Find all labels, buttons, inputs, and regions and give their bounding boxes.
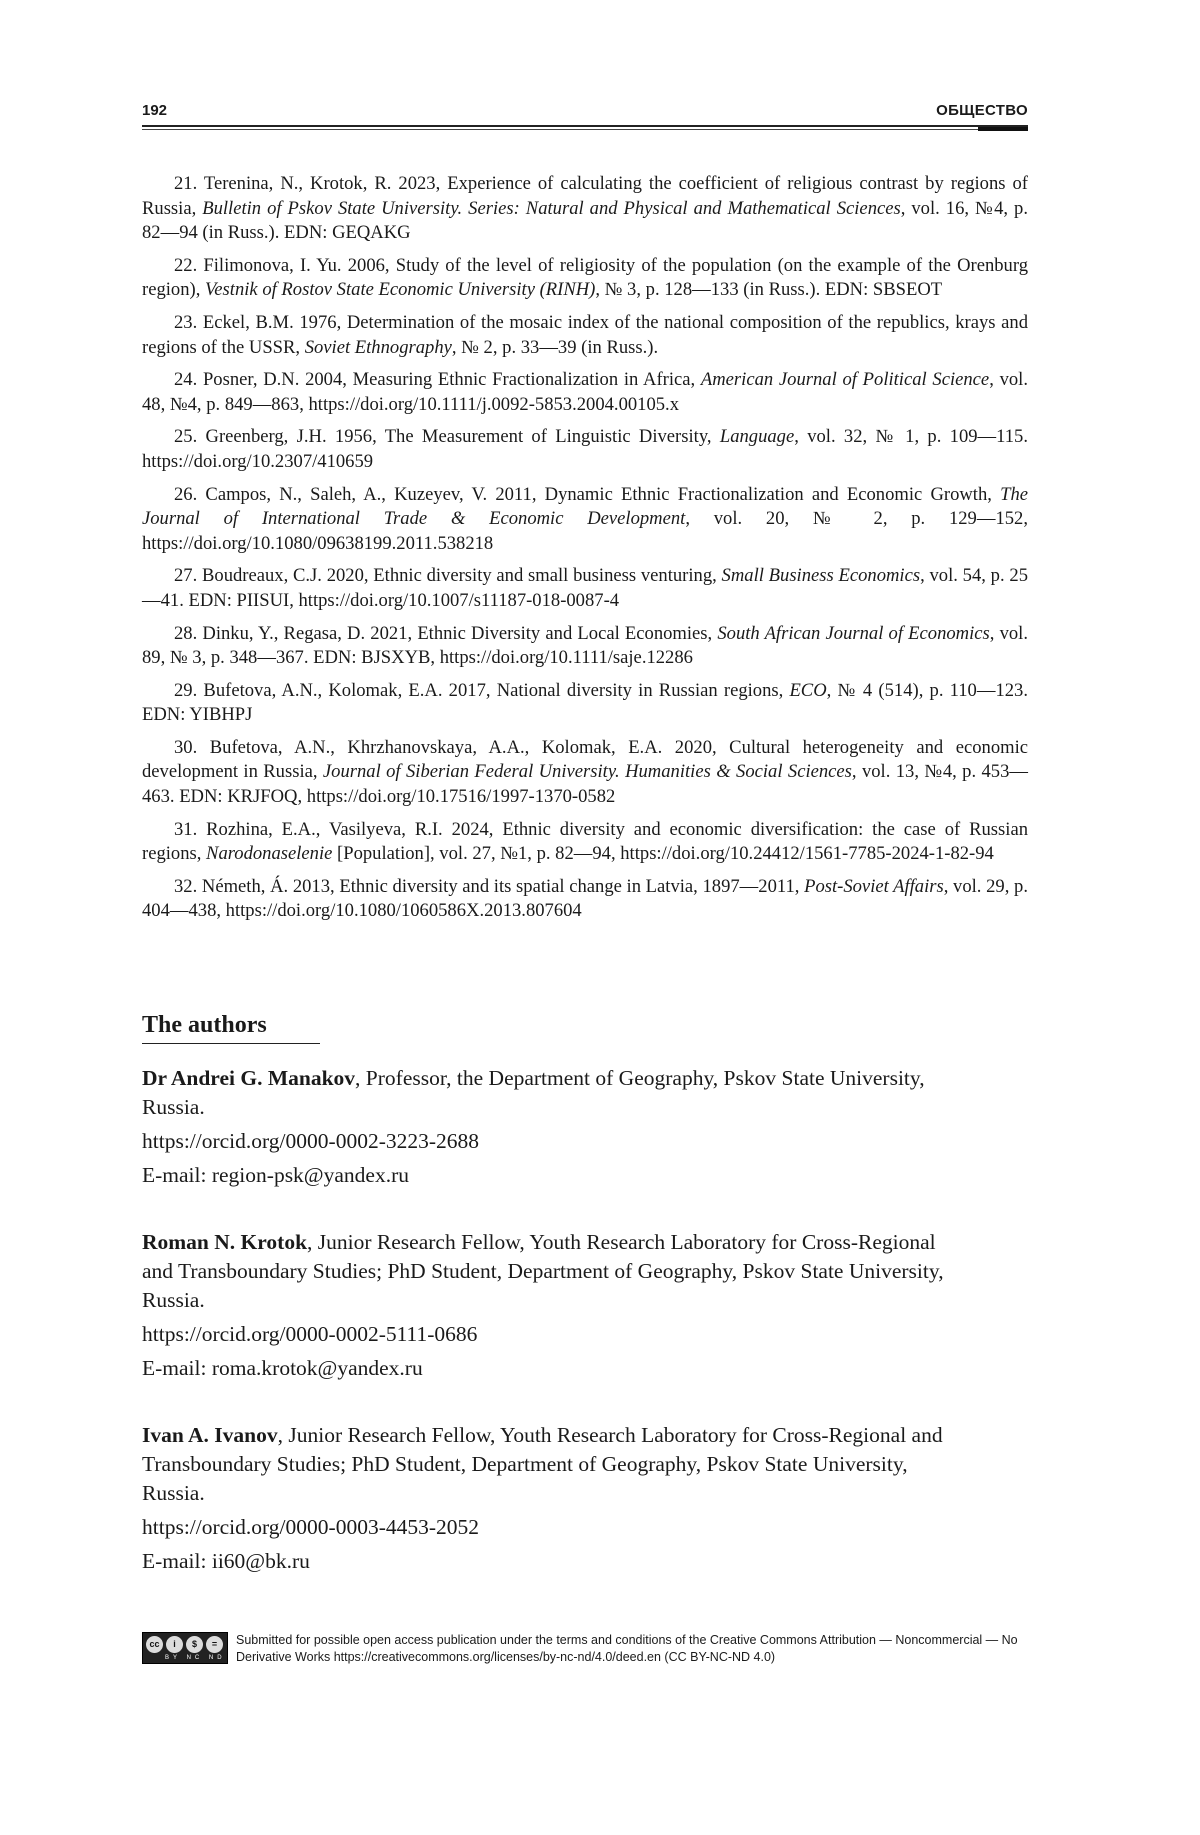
author-name: Ivan A. Ivanov <box>142 1423 278 1447</box>
journal-title: Bulletin of Pskov State University. Series: Natural and Physical and Mathematical Sciences <box>202 198 901 219</box>
reference-text: 30. Bufetova, A.N., Khrzhanovskaya, A.A., Kolomak, E.A. 2020, Cultural heterogeneity and economic development in Russia, <box>142 737 1028 783</box>
journal-title: Post-Soviet Affairs <box>804 876 944 897</box>
journal-title: American Journal of Political Science <box>701 369 989 390</box>
author-email[interactable]: E-mail: ii60@bk.ru <box>142 1547 962 1576</box>
author-email[interactable]: E-mail: region-psk@yandex.ru <box>142 1161 962 1190</box>
reference-text: , vol. 48, №4, p. 849—863, https://doi.org/10.1111/j.0092-5853.2004.00105.x <box>142 369 1028 415</box>
reference-text: 26. Campos, N., Saleh, A., Kuzeyev, V. 2011, Dynamic Ethnic Fractionalization and Economic Growth, <box>174 484 1000 505</box>
author-entry <box>142 1228 962 1383</box>
reference-text: , № 3, p. 128—133 (in Russ.). EDN: SBSEOT <box>595 279 942 300</box>
reference-list <box>142 172 1028 932</box>
reference-text: 23. Eckel, B.M. 1976, Determination of the mosaic index of the national composition of the republics, krays and regions of the USSR, <box>142 312 1028 358</box>
author-orcid[interactable]: https://orcid.org/0000-0003-4453-2052 <box>142 1513 962 1542</box>
journal-title: Language <box>720 426 794 447</box>
reference-item <box>142 875 1028 924</box>
reference-text: , vol. 20, № 2, p. 129—152, https://doi.org/10.1080/09638199.2011.538218 <box>142 508 1028 554</box>
reference-text: 29. Bufetova, A.N., Kolomak, E.A. 2017, National diversity in Russian regions, <box>174 680 789 701</box>
author-orcid[interactable]: https://orcid.org/0000-0002-3223-2688 <box>142 1127 962 1156</box>
journal-title: ECO <box>789 680 826 701</box>
reference-item <box>142 368 1028 417</box>
journal-title: Small Business Economics <box>722 565 921 586</box>
page-header <box>142 100 1028 130</box>
reference-text: [Population], vol. 27, №1, p. 82—94, https://doi.org/10.24412/1561-7785-2024-1-82-94 <box>332 843 993 864</box>
reference-text: , vol. 29, p. 404—438, https://doi.org/10.1080/1060586X.2013.807604 <box>142 876 1028 922</box>
reference-item <box>142 483 1028 557</box>
reference-text: 25. Greenberg, J.H. 1956, The Measurement of Linguistic Diversity, <box>174 426 720 447</box>
reference-item <box>142 311 1028 360</box>
journal-title: The Journal of International Trade & Economic Development <box>142 484 1028 530</box>
reference-item <box>142 172 1028 246</box>
reference-item <box>142 425 1028 474</box>
journal-title: Soviet Ethnography <box>305 337 452 358</box>
reference-text: , № 2, p. 33—39 (in Russ.). <box>452 337 658 358</box>
reference-text: 21. Terenina, N., Krotok, R. 2023, Experience of calculating the coefficient of religious contrast by regions of Russia, <box>142 173 1028 219</box>
reference-item <box>142 564 1028 613</box>
author-affiliation: , Professor, the Department of Geography, Pskov State University, Russia. <box>142 1066 925 1119</box>
journal-title: Vestnik of Rostov State Economic University (RINH) <box>205 279 595 300</box>
reference-item <box>142 679 1028 728</box>
reference-text: 32. Németh, Á. 2013, Ethnic diversity and its spatial change in Latvia, 1897—2011, <box>174 876 804 897</box>
reference-text: , vol. 16, №4, p. 82—94 (in Russ.). EDN: GEQAKG <box>142 198 1028 244</box>
journal-title: Narodonaselenie <box>206 843 332 864</box>
author-affiliation: , Junior Research Fellow, Youth Research Laboratory for Cross-Regional and Transboundary Studies; PhD Student, Department of Geography, Pskov State University, Russia. <box>142 1423 943 1505</box>
header-rule-accent <box>978 127 1028 131</box>
section-title: ОБЩЕСТВО <box>936 102 1028 119</box>
journal-title: Journal of Siberian Federal University. Humanities & Social Sciences <box>323 761 852 782</box>
author-entry <box>142 1421 962 1576</box>
reference-text: 27. Boudreaux, C.J. 2020, Ethnic diversity and small business venturing, <box>174 565 722 586</box>
reference-item <box>142 622 1028 671</box>
header-rule <box>142 125 1028 127</box>
reference-text: 31. Rozhina, E.A., Vasilyeva, R.I. 2024, Ethnic diversity and economic diversification: the case of Russian regions, <box>142 819 1028 865</box>
author-affiliation: , Junior Research Fellow, Youth Research Laboratory for Cross-Regional and Transboundary Studies; PhD Student, Department of Geography, Pskov State University, Russia. <box>142 1230 944 1312</box>
author-name: Roman N. Krotok <box>142 1230 307 1254</box>
header-rule <box>142 129 1028 130</box>
reference-text: , vol. 54, p. 25—41. EDN: PIISUI, https://doi.org/10.1007/s11187-018-0087-4 <box>142 565 1028 611</box>
reference-text: 22. Filimonova, I. Yu. 2006, Study of the level of religiosity of the population (on the example of the Orenburg region), <box>142 255 1028 301</box>
reference-item <box>142 254 1028 303</box>
license-notice <box>142 1632 1022 1666</box>
author-orcid[interactable]: https://orcid.org/0000-0002-5111-0686 <box>142 1320 962 1349</box>
reference-item <box>142 736 1028 810</box>
license-text: Submitted for possible open access publication under the terms and conditions of the Creative Commons Attribution — Noncommercial — No Derivative Works https://creativecommons.org/licenses/by-nc-nd/4.0/deed.en (CC BY-NC-ND 4.0) <box>236 1632 1022 1666</box>
reference-text: 24. Posner, D.N. 2004, Measuring Ethnic Fractionalization in Africa, <box>174 369 701 390</box>
page-number: 192 <box>142 102 167 119</box>
reference-text: 28. Dinku, Y., Regasa, D. 2021, Ethnic Diversity and Local Economies, <box>174 623 717 644</box>
reference-text: , № 4 (514), p. 110—123. EDN: YIBHPJ <box>142 680 1028 726</box>
cc-license-badge-icon: cc i $ = BY NC ND <box>142 1632 228 1664</box>
authors-list <box>142 1064 962 1614</box>
journal-title: South African Journal of Economics <box>717 623 989 644</box>
author-email[interactable]: E-mail: roma.krotok@yandex.ru <box>142 1354 962 1383</box>
reference-item <box>142 818 1028 867</box>
author-name: Dr Andrei G. Manakov <box>142 1066 355 1090</box>
authors-heading: The authors <box>142 1012 320 1044</box>
author-entry <box>142 1064 962 1190</box>
reference-text: , vol. 89, № 3, p. 348—367. EDN: BJSXYB, https://doi.org/10.1111/saje.12286 <box>142 623 1028 669</box>
reference-text: , vol. 13, №4, p. 453—463. EDN: KRJFOQ, https://doi.org/10.17516/1997-1370-0582 <box>142 761 1028 807</box>
reference-text: , vol. 32, № 1, p. 109—115. https://doi.org/10.2307/410659 <box>142 426 1028 472</box>
